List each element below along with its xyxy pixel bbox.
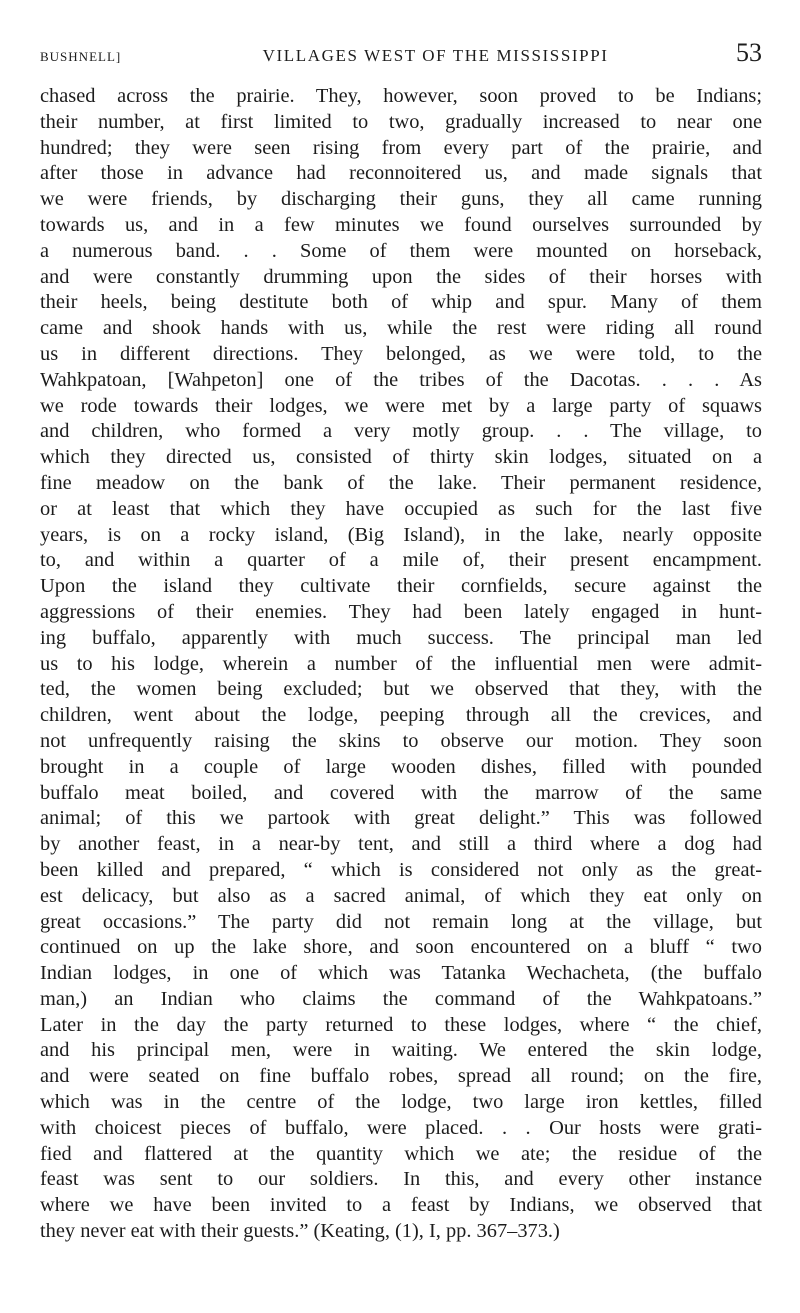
text-line: Later in the day the party returned to these lodges, where “ the chief,	[40, 1013, 762, 1036]
book-page	[40, 38, 762, 1245]
body-text	[40, 84, 762, 1245]
text-line: their number, at first limited to two, gradually increased to near one	[40, 110, 762, 133]
text-line: chased across the prairie. They, however, soon proved to be Indians;	[40, 85, 762, 107]
running-head	[40, 38, 762, 74]
text-line: we were friends, by discharging their guns, they all came running	[40, 188, 762, 211]
text-line: great occasions.” The party did not remain long at the village, but	[40, 910, 762, 933]
page-number: 53	[736, 38, 762, 67]
text-line: ted, the women being excluded; but we observed that they, with the	[40, 678, 762, 701]
text-line: and were seated on fine buffalo robes, spread all round; on the fire,	[40, 1065, 762, 1088]
text-line: by another feast, in a near-by tent, and still a third where a dog had	[40, 833, 762, 856]
text-line: their heels, being destitute both of whip and spur. Many of them	[40, 291, 762, 314]
text-line: to, and within a quarter of a mile of, their present encampment.	[40, 549, 762, 572]
text-line: and his principal men, were in waiting. We entered the skin lodge,	[40, 1039, 762, 1062]
text-line: children, went about the lodge, peeping through all the crevices, and	[40, 704, 762, 727]
text-line: with choicest pieces of buffalo, were placed. . . Our hosts were grati-	[40, 1116, 762, 1139]
text-line: ing buffalo, apparently with much success. The principal man led	[40, 626, 762, 649]
text-line: us in different directions. They belonged, as we were told, to the	[40, 342, 762, 365]
text-line: been killed and prepared, “ which is considered not only as the great-	[40, 858, 762, 881]
text-line: not unfrequently raising the skins to observe our motion. They soon	[40, 729, 762, 752]
text-line: Upon the island they cultivate their cornfields, secure against the	[40, 575, 762, 598]
text-line: fine meadow on the bank of the lake. Their permanent residence,	[40, 471, 762, 494]
text-line: feast was sent to our soldiers. In this, and every other instance	[40, 1168, 762, 1191]
text-line: continued on up the lake shore, and soon encountered on a bluff “ two	[40, 936, 762, 959]
chapter-title: VILLAGES WEST OF THE MISSISSIPPI	[262, 46, 609, 65]
text-line: animal; of this we partook with great delight.” This was followed	[40, 807, 762, 830]
text-line: aggressions of their enemies. They had been lately engaged in hunt-	[40, 600, 762, 623]
text-line: us to his lodge, wherein a number of the influential men were admit-	[40, 652, 762, 675]
text-line: and were constantly drumming upon the sides of their horses with	[40, 265, 762, 288]
text-line: Wahkpatoan, [Wahpeton] one of the tribes of the Dacotas. . . . As	[40, 368, 762, 391]
text-line: Indian lodges, in one of which was Tatanka Wechacheta, (the buffalo	[40, 962, 762, 985]
text-line: brought in a couple of large wooden dishes, filled with pounded	[40, 755, 762, 778]
text-line: hundred; they were seen rising from every part of the prairie, and	[40, 136, 762, 159]
text-line: years, is on a rocky island, (Big Island), in the lake, nearly opposite	[40, 523, 762, 546]
text-line: and children, who formed a very motly group. . . The village, to	[40, 420, 762, 443]
text-line: they never eat with their guests.” (Keating, (1), I, pp. 367–373.)	[40, 1220, 560, 1243]
text-line: buffalo meat boiled, and covered with the marrow of the same	[40, 781, 762, 804]
text-line: where we have been invited to a feast by Indians, we observed that	[40, 1194, 762, 1217]
text-line: which they directed us, consisted of thirty skin lodges, situated on a	[40, 446, 762, 469]
text-line: came and shook hands with us, while the rest were riding all round	[40, 317, 762, 340]
text-line: a numerous band. . . Some of them were mounted on horseback,	[40, 239, 762, 262]
text-line: which was in the centre of the lodge, two large iron kettles, filled	[40, 1091, 762, 1114]
text-line: after those in advance had reconnoitered us, and made signals that	[40, 162, 762, 185]
text-line: we rode towards their lodges, we were met by a large party of squaws	[40, 394, 762, 417]
text-line: fied and flattered at the quantity which we ate; the residue of the	[40, 1142, 762, 1165]
text-line: towards us, and in a few minutes we found ourselves surrounded by	[40, 213, 762, 236]
text-line: man,) an Indian who claims the command of the Wahkpatoans.”	[40, 987, 762, 1010]
author-running-head: BUSHNELL]	[40, 49, 122, 64]
text-line: or at least that which they have occupied as such for the last five	[40, 497, 762, 520]
text-line: est delicacy, but also as a sacred animal, of which they eat only on	[40, 884, 762, 907]
